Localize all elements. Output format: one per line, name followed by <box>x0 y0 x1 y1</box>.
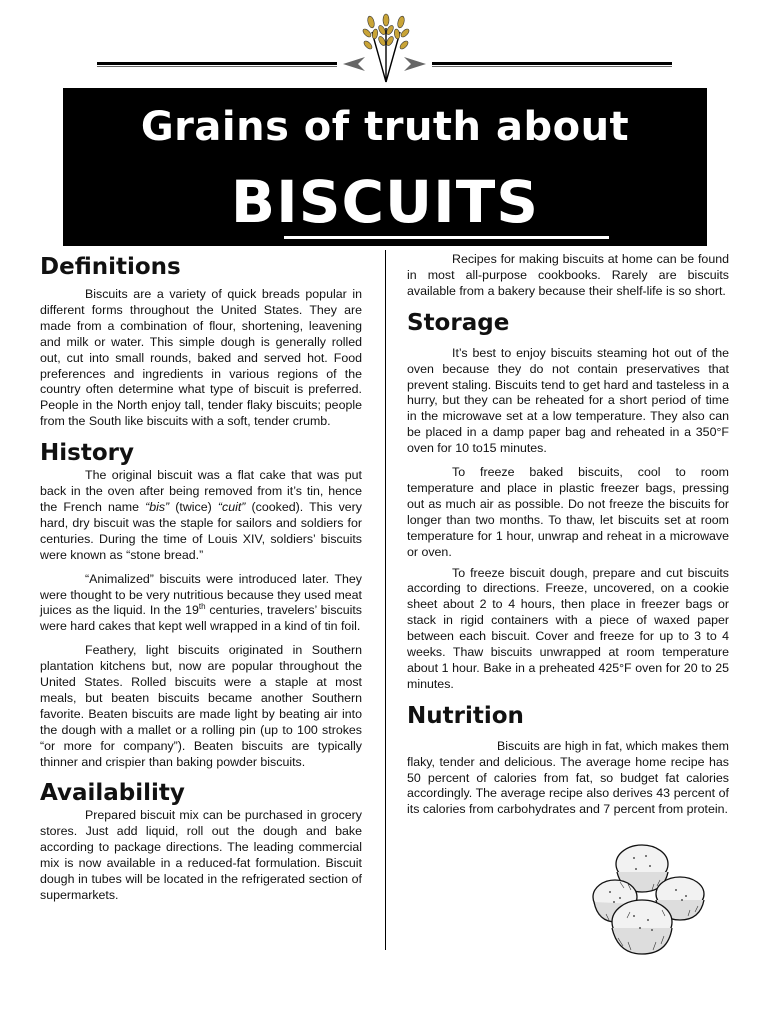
definitions-heading: Definitions <box>40 254 181 280</box>
history-paragraph-1: The original biscuit was a flat cake that was put back in the oven after being removed from it’s tin, hence the French name “bis” (twice) “cuit” (cooked). This very hard, dry biscuit was the staple for sailors and soldiers for centuries. During the time of Louis XIV, soldiers’ biscuits were known as “stone bread.” <box>40 468 362 562</box>
history-paragraph-3: Feathery, light biscuits originated in Southern plantation kitchens but, now are popular throughout the United States. Rolled biscuits were a staple at most meals, but beaten biscuits became another Southern favorite. Beaten biscuits are made light by beating air into the dough with a mallet or a rolling pin (up to 100 strokes “or more for company”). Beaten biscuits are typically thinner and crispier than baking powder biscuits. <box>40 643 362 769</box>
storage-heading: Storage <box>407 309 510 336</box>
definitions-paragraph: Biscuits are a variety of quick breads popular in different forms throughout the United States. They are made from a combination of flour, shortening, leavening and milk or water. This simple dough is generally rolled out, cut into small rounds, baked and served hot. Food preferences and ingredients in various regions of the country often determine what type of biscuit is preferred. People in the North enjoy tall, tender flaky biscuits; people from the South like biscuits with a soft, tender crumb. <box>40 287 362 429</box>
wheat-ornament-icon <box>0 0 768 90</box>
storage-paragraph-2: To freeze baked biscuits, cool to room temperature and place in plastic freezer bags, pressing out as much air as possible. Do not freeze the biscuits for longer than two months. To thaw, let biscuits set at room temperature for 1 hour, unwrap and reheat in a microwave or oven. <box>407 465 729 559</box>
nutrition-heading: Nutrition <box>407 702 524 729</box>
nutrition-paragraph: Biscuits are high in fat, which makes them flaky, tender and delicious. The average home recipe has 50 percent of calories from fat, so budget fat calories accordingly. The average recipe also derives 43 percent of its calories from carbohydrates and 7 percent from protein. <box>407 738 729 817</box>
storage-paragraph-3: To freeze biscuit dough, prepare and cut biscuits according to directions. Freeze, uncovered, on a cookie sheet about 2 to 4 hours, then place in freezer bags or stack in rigid containers with a piece of waxed paper between each biscuit. Cover and freeze for up to 3 to 4 weeks. Thaw biscuits unwrapped at room temperature about 1 hour. Bake in a preheated 425°F oven for 20 to 25 minutes. <box>407 565 729 691</box>
history-paragraph-2: “Animalized” biscuits were introduced later. They were thought to be very nutritious because they used meat juices as the liquid. In the 19th centuries, travelers’ biscuits were hard cakes that kept well wrapped in a kind of tin foil. <box>40 571 362 634</box>
column-divider <box>385 250 386 950</box>
left-column <box>40 252 362 904</box>
title-line-2: BISCUITS <box>230 168 540 236</box>
title-line-1: Grains of truth about <box>140 104 630 150</box>
availability-paragraph-2: Recipes for making biscuits at home can be found in most all-purpose cookbooks. Rarely are biscuits available from a bakery because their shelf-life is so short. <box>407 252 729 298</box>
storage-paragraph-1: It’s best to enjoy biscuits steaming hot out of the oven because they do not contain preservatives that prevent staling. Biscuits tend to get hard and tasteless in a hurry, but they can be reheated for a short period of time in the microwave set at a low temperature. They also can be placed in a damp paper bag and reheated in a 350°F oven for 10 to15 minutes. <box>407 345 729 456</box>
title-banner <box>63 88 707 246</box>
title-underline <box>284 236 609 239</box>
biscuits-illustration-icon <box>590 842 710 960</box>
availability-paragraph-1: Prepared biscuit mix can be purchased in grocery stores. Just add liquid, roll out the dough and bake according to package directions. The leading commercial mix is now available in a reduced-fat formulation. Biscuit dough in tubes will be located in the refrigerated section of supermarkets. <box>40 808 362 902</box>
availability-heading: Availability <box>40 780 185 807</box>
history-heading: History <box>40 440 134 467</box>
right-column <box>407 252 729 818</box>
